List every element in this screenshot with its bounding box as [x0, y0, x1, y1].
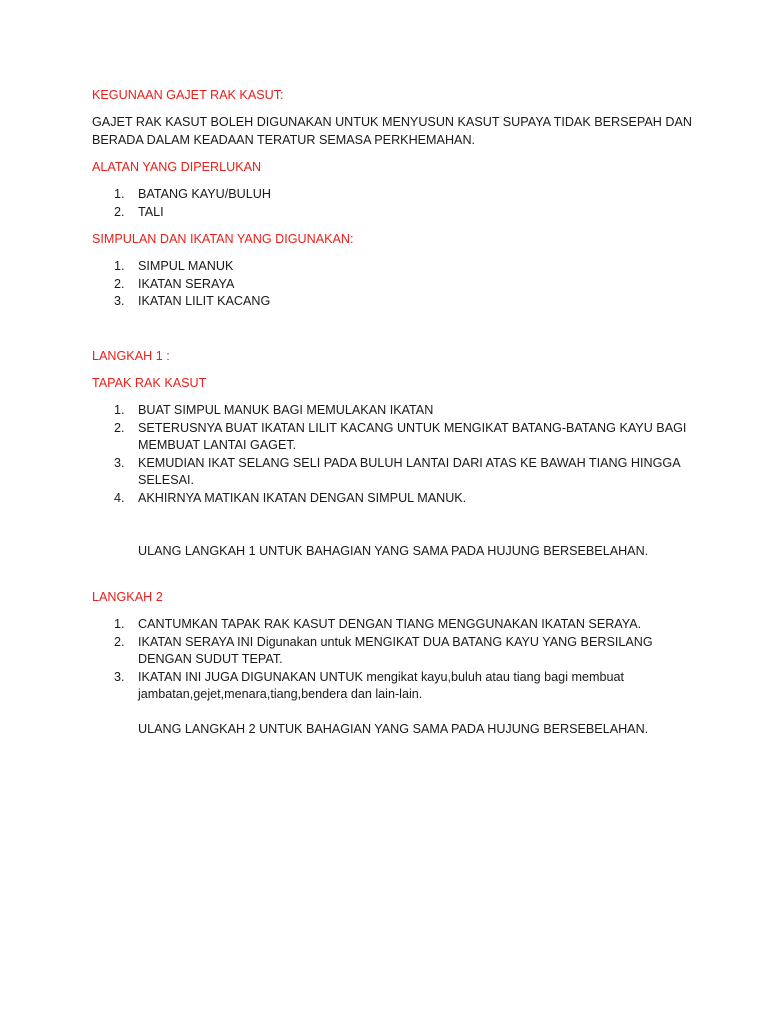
list-item	[92, 669, 653, 704]
heading-kegunaan: KEGUNAAN GAJET RAK KASUT:	[92, 88, 284, 102]
list-item	[92, 258, 270, 276]
list-text: IKATAN SERAYA	[138, 276, 235, 291]
list-text-continued: SELESAI.	[138, 473, 195, 487]
list-text: IKATAN INI JUGA DIGUNAKAN UNTUK mengikat kayu,buluh atau tiang bagi membuat	[138, 669, 624, 684]
list-item	[92, 616, 653, 634]
list-item	[92, 420, 686, 455]
list-item	[92, 186, 271, 204]
list-text-continued: jambatan,gejet,menara,tiang,bendera dan lain-lain.	[138, 687, 423, 701]
list-number: 1.	[114, 187, 125, 201]
list-text-continued: DENGAN SUDUT TEPAT.	[138, 652, 283, 666]
list-number: 1.	[114, 259, 125, 273]
list-number: 1.	[114, 403, 125, 417]
langkah2-list	[92, 616, 653, 704]
list-text: IKATAN LILIT KACANG	[138, 294, 271, 308]
list-text: SIMPUL MANUK	[138, 259, 234, 273]
heading-langkah-1: LANGKAH 1 :	[92, 349, 170, 363]
list-number: 2.	[114, 420, 125, 435]
list-text: TALI	[138, 204, 164, 219]
list-item	[92, 204, 271, 222]
list-item	[92, 634, 653, 669]
heading-langkah-2: LANGKAH 2	[92, 590, 163, 604]
list-text: BATANG KAYU/BULUH	[138, 187, 271, 201]
list-number: 2.	[114, 204, 125, 219]
alatan-list	[92, 186, 271, 221]
list-text: BUAT SIMPUL MANUK BAGI MEMULAKAN IKATAN	[138, 403, 434, 417]
heading-alatan: ALATAN YANG DIPERLUKAN	[92, 160, 262, 174]
list-item	[92, 490, 686, 508]
list-text-continued: MEMBUAT LANTAI GAGET.	[138, 438, 297, 452]
heading-simpulan: SIMPULAN DAN IKATAN YANG DIGUNAKAN:	[92, 232, 354, 246]
ulang-langkah-1: ULANG LANGKAH 1 UNTUK BAHAGIAN YANG SAMA PADA HUJUNG BERSEBELAHAN.	[138, 544, 649, 558]
list-text: AKHIRNYA MATIKAN IKATAN DENGAN SIMPUL MANUK.	[138, 490, 467, 505]
simpulan-list	[92, 258, 270, 311]
list-text: CANTUMKAN TAPAK RAK KASUT DENGAN TIANG MENGGUNAKAN IKATAN SERAYA.	[138, 617, 642, 631]
list-number: 2.	[114, 634, 125, 649]
list-number: 3.	[114, 455, 125, 470]
heading-tapak: TAPAK RAK KASUT	[92, 376, 207, 390]
kegunaan-line: GAJET RAK KASUT BOLEH DIGUNAKAN UNTUK MENYUSUN KASUT SUPAYA TIDAK BERSEPAH DAN	[92, 115, 692, 129]
list-number: 3.	[114, 669, 125, 684]
langkah1-list	[92, 402, 686, 507]
list-number: 4.	[114, 490, 125, 505]
ulang-langkah-2: ULANG LANGKAH 2 UNTUK BAHAGIAN YANG SAMA PADA HUJUNG BERSEBELAHAN.	[138, 722, 649, 736]
list-item	[92, 402, 686, 420]
list-text: IKATAN SERAYA INI Digunakan untuk MENGIKAT DUA BATANG KAYU YANG BERSILANG	[138, 634, 653, 649]
list-item	[92, 455, 686, 490]
kegunaan-paragraph	[92, 114, 692, 149]
list-item	[92, 276, 270, 294]
list-item	[92, 293, 270, 311]
kegunaan-line: BERADA DALAM KEADAAN TERATUR SEMASA PERKHEMAHAN.	[92, 132, 476, 147]
list-number: 3.	[114, 294, 125, 308]
list-number: 2.	[114, 276, 125, 291]
list-text: KEMUDIAN IKAT SELANG SELI PADA BULUH LANTAI DARI ATAS KE BAWAH TIANG HINGGA	[138, 455, 681, 470]
list-text: SETERUSNYA BUAT IKATAN LILIT KACANG UNTUK MENGIKAT BATANG-BATANG KAYU BAGI	[138, 420, 687, 435]
list-number: 1.	[114, 617, 125, 631]
